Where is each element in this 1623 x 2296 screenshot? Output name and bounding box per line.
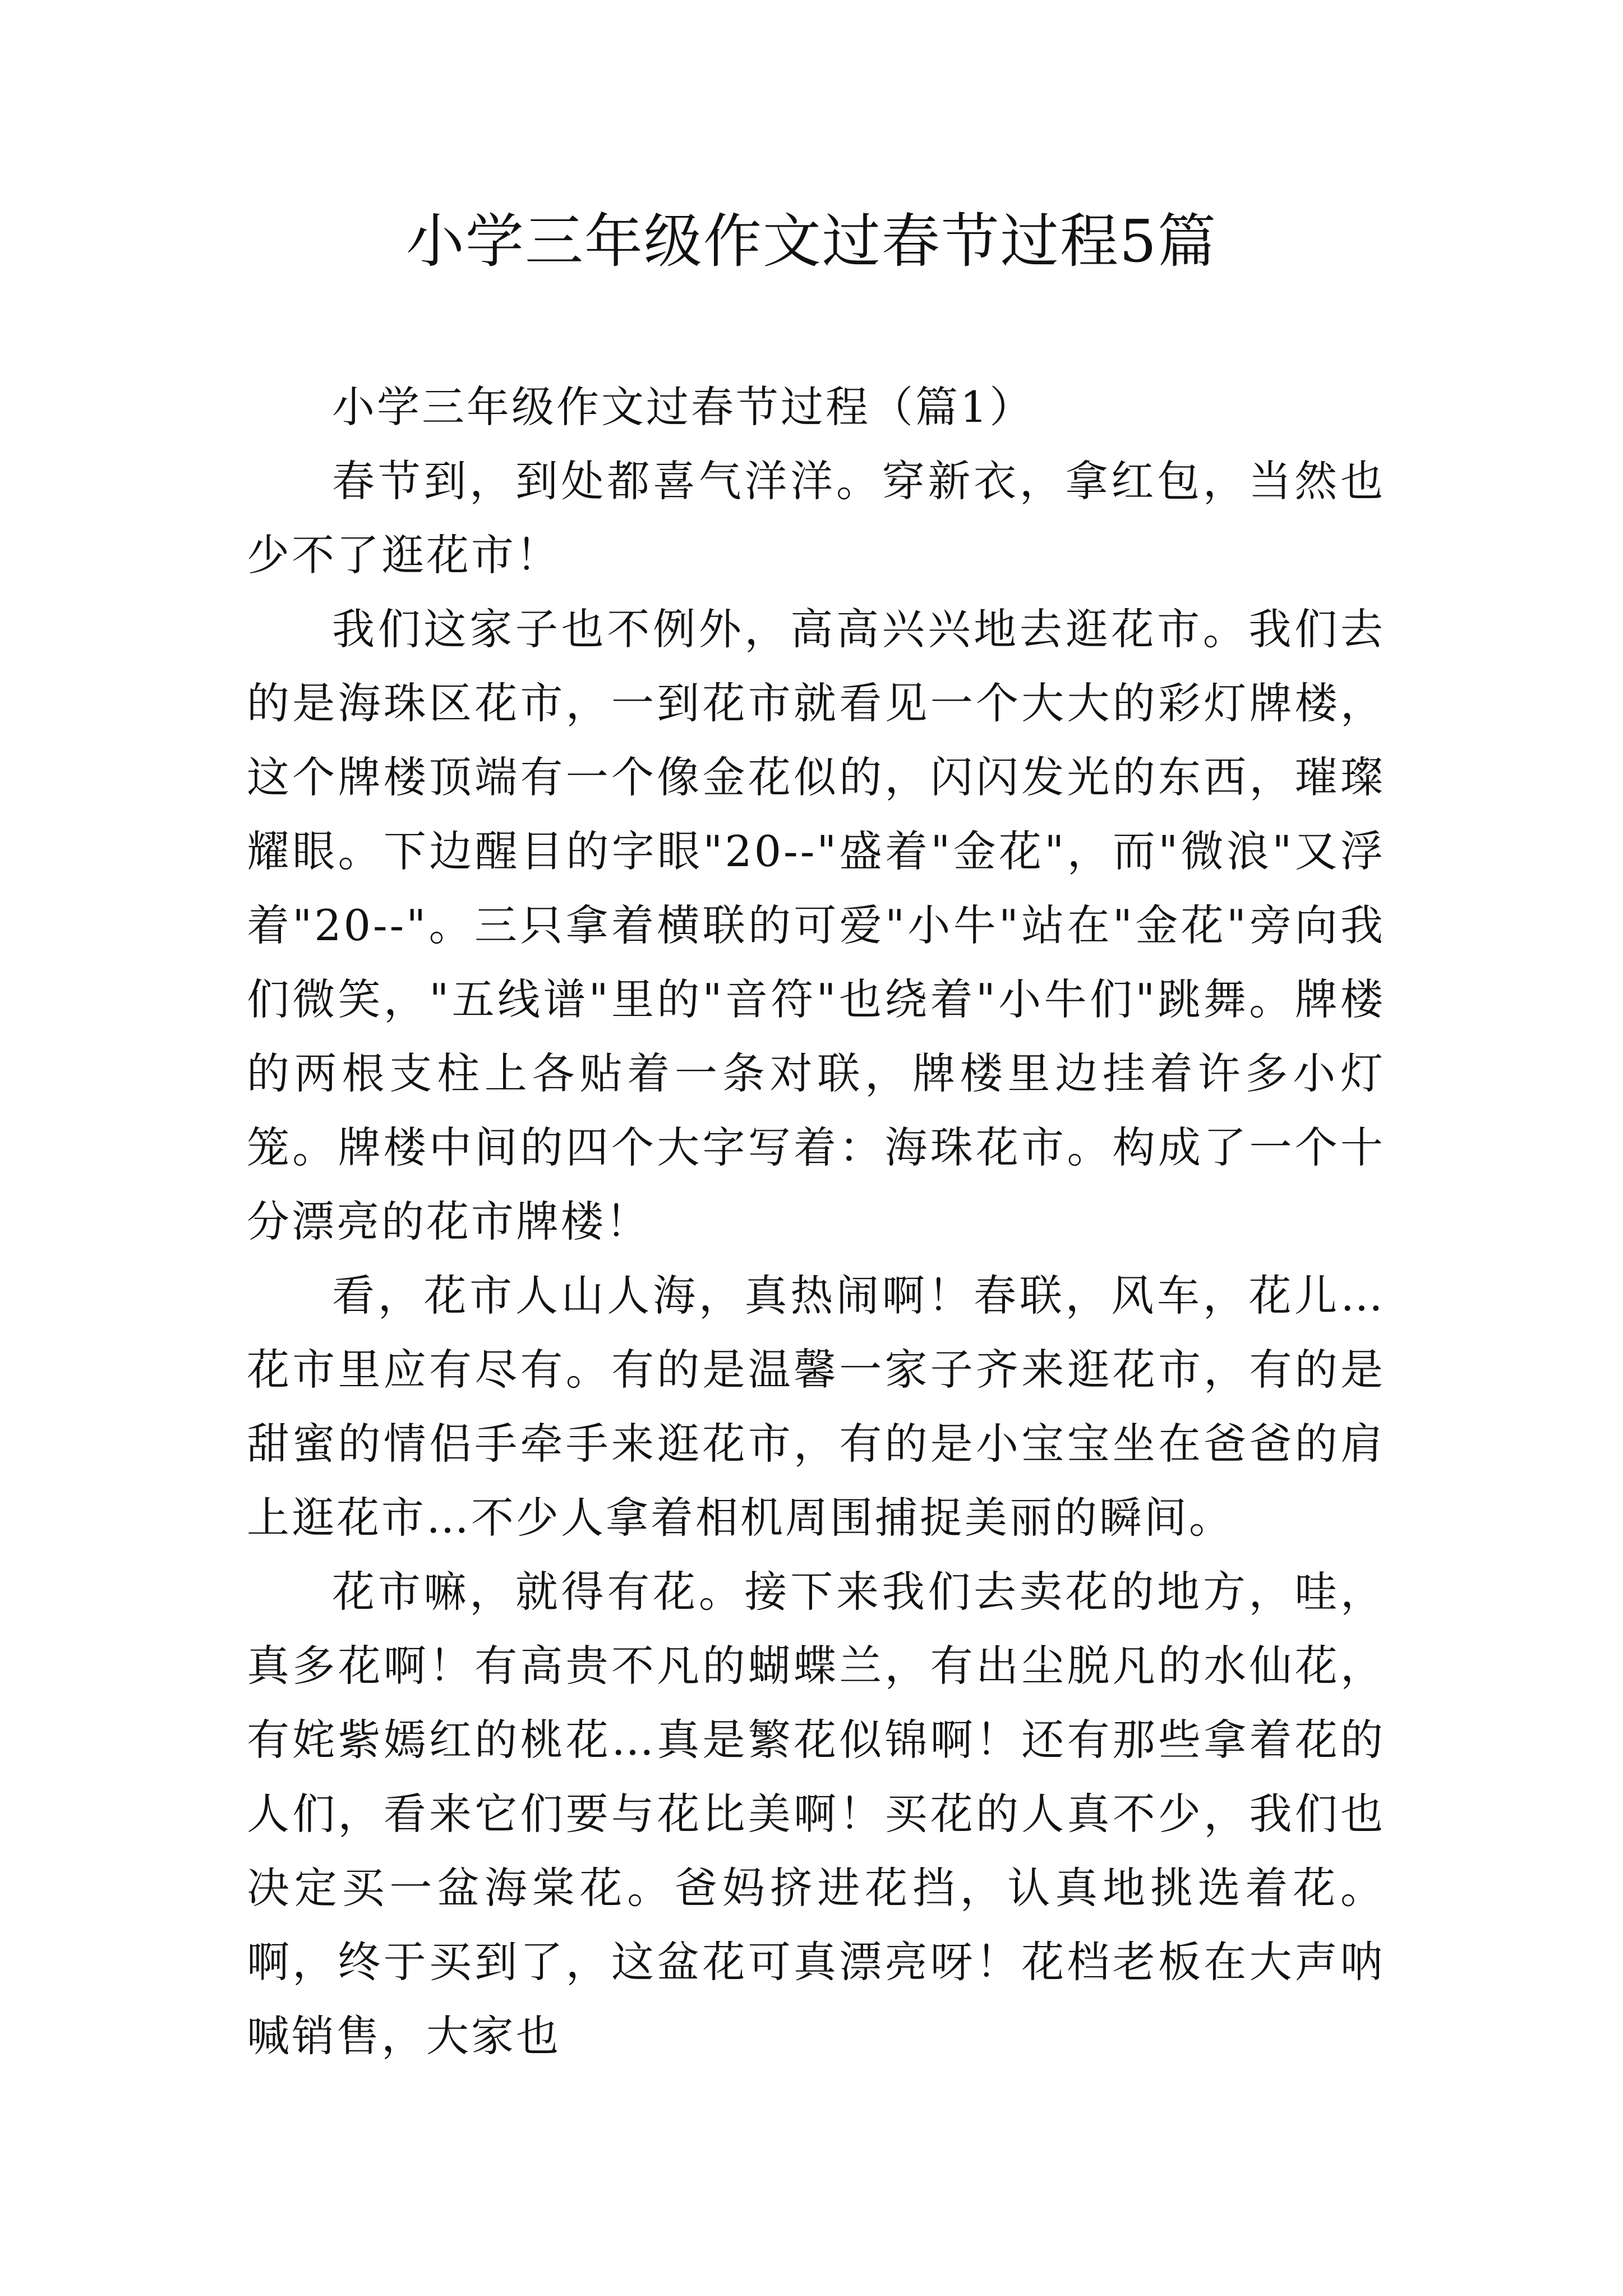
document-body [247,370,1385,2073]
document-title: 小学三年级作文过春节过程5篇 [405,207,1218,275]
paragraph: 我们这家子也不例外，高高兴兴地去逛花市。我们去的是海珠区花市，一到花市就看见一个大大的彩灯牌楼，这个牌楼顶端有一个像金花似的，闪闪发光的东西，璀璨耀眼。下边醒目的字眼"20--"盛着"金花"，而"微浪"又浮着"20--"。三只拿着横联的可爱"小牛"站在"金花"旁向我们微笑，"五线谱"里的"音符"也绕着"小牛们"跳舞。牌楼的两根支柱上各贴着一条对联，牌楼里边挂着许多小灯笼。牌楼中间的四个大字写着：海珠花市。构成了一个十分漂亮的花市牌楼！ [247,604,1385,1246]
paragraph: 花市嘛，就得有花。接下来我们去卖花的地方，哇，真多花啊！有高贵不凡的蝴蝶兰，有出尘脱凡的水仙花，有姹紫嫣红的桃花…真是繁花似锦啊！还有那些拿着花的人们，看来它们要与花比美啊！买花的人真不少，我们也决定买一盆海棠花。爸妈挤进花挡，认真地挑选着花。啊，终于买到了，这盆花可真漂亮呀！花档老板在大声呐喊销售，大家也 [247,1567,1385,2061]
paragraph: 看，花市人山人海，真热闹啊！春联，风车，花儿…花市里应有尽有。有的是温馨一家子齐来逛花市，有的是甜蜜的情侣手牵手来逛花市，有的是小宝宝坐在爸爸的肩上逛花市…不少人拿着相机周围捕捉美丽的瞬间。 [247,1271,1385,1543]
section-heading: 小学三年级作文过春节过程（篇1） [332,382,1035,432]
paragraph: 春节到，到处都喜气洋洋。穿新衣，拿红包，当然也少不了逛花市！ [247,456,1385,580]
